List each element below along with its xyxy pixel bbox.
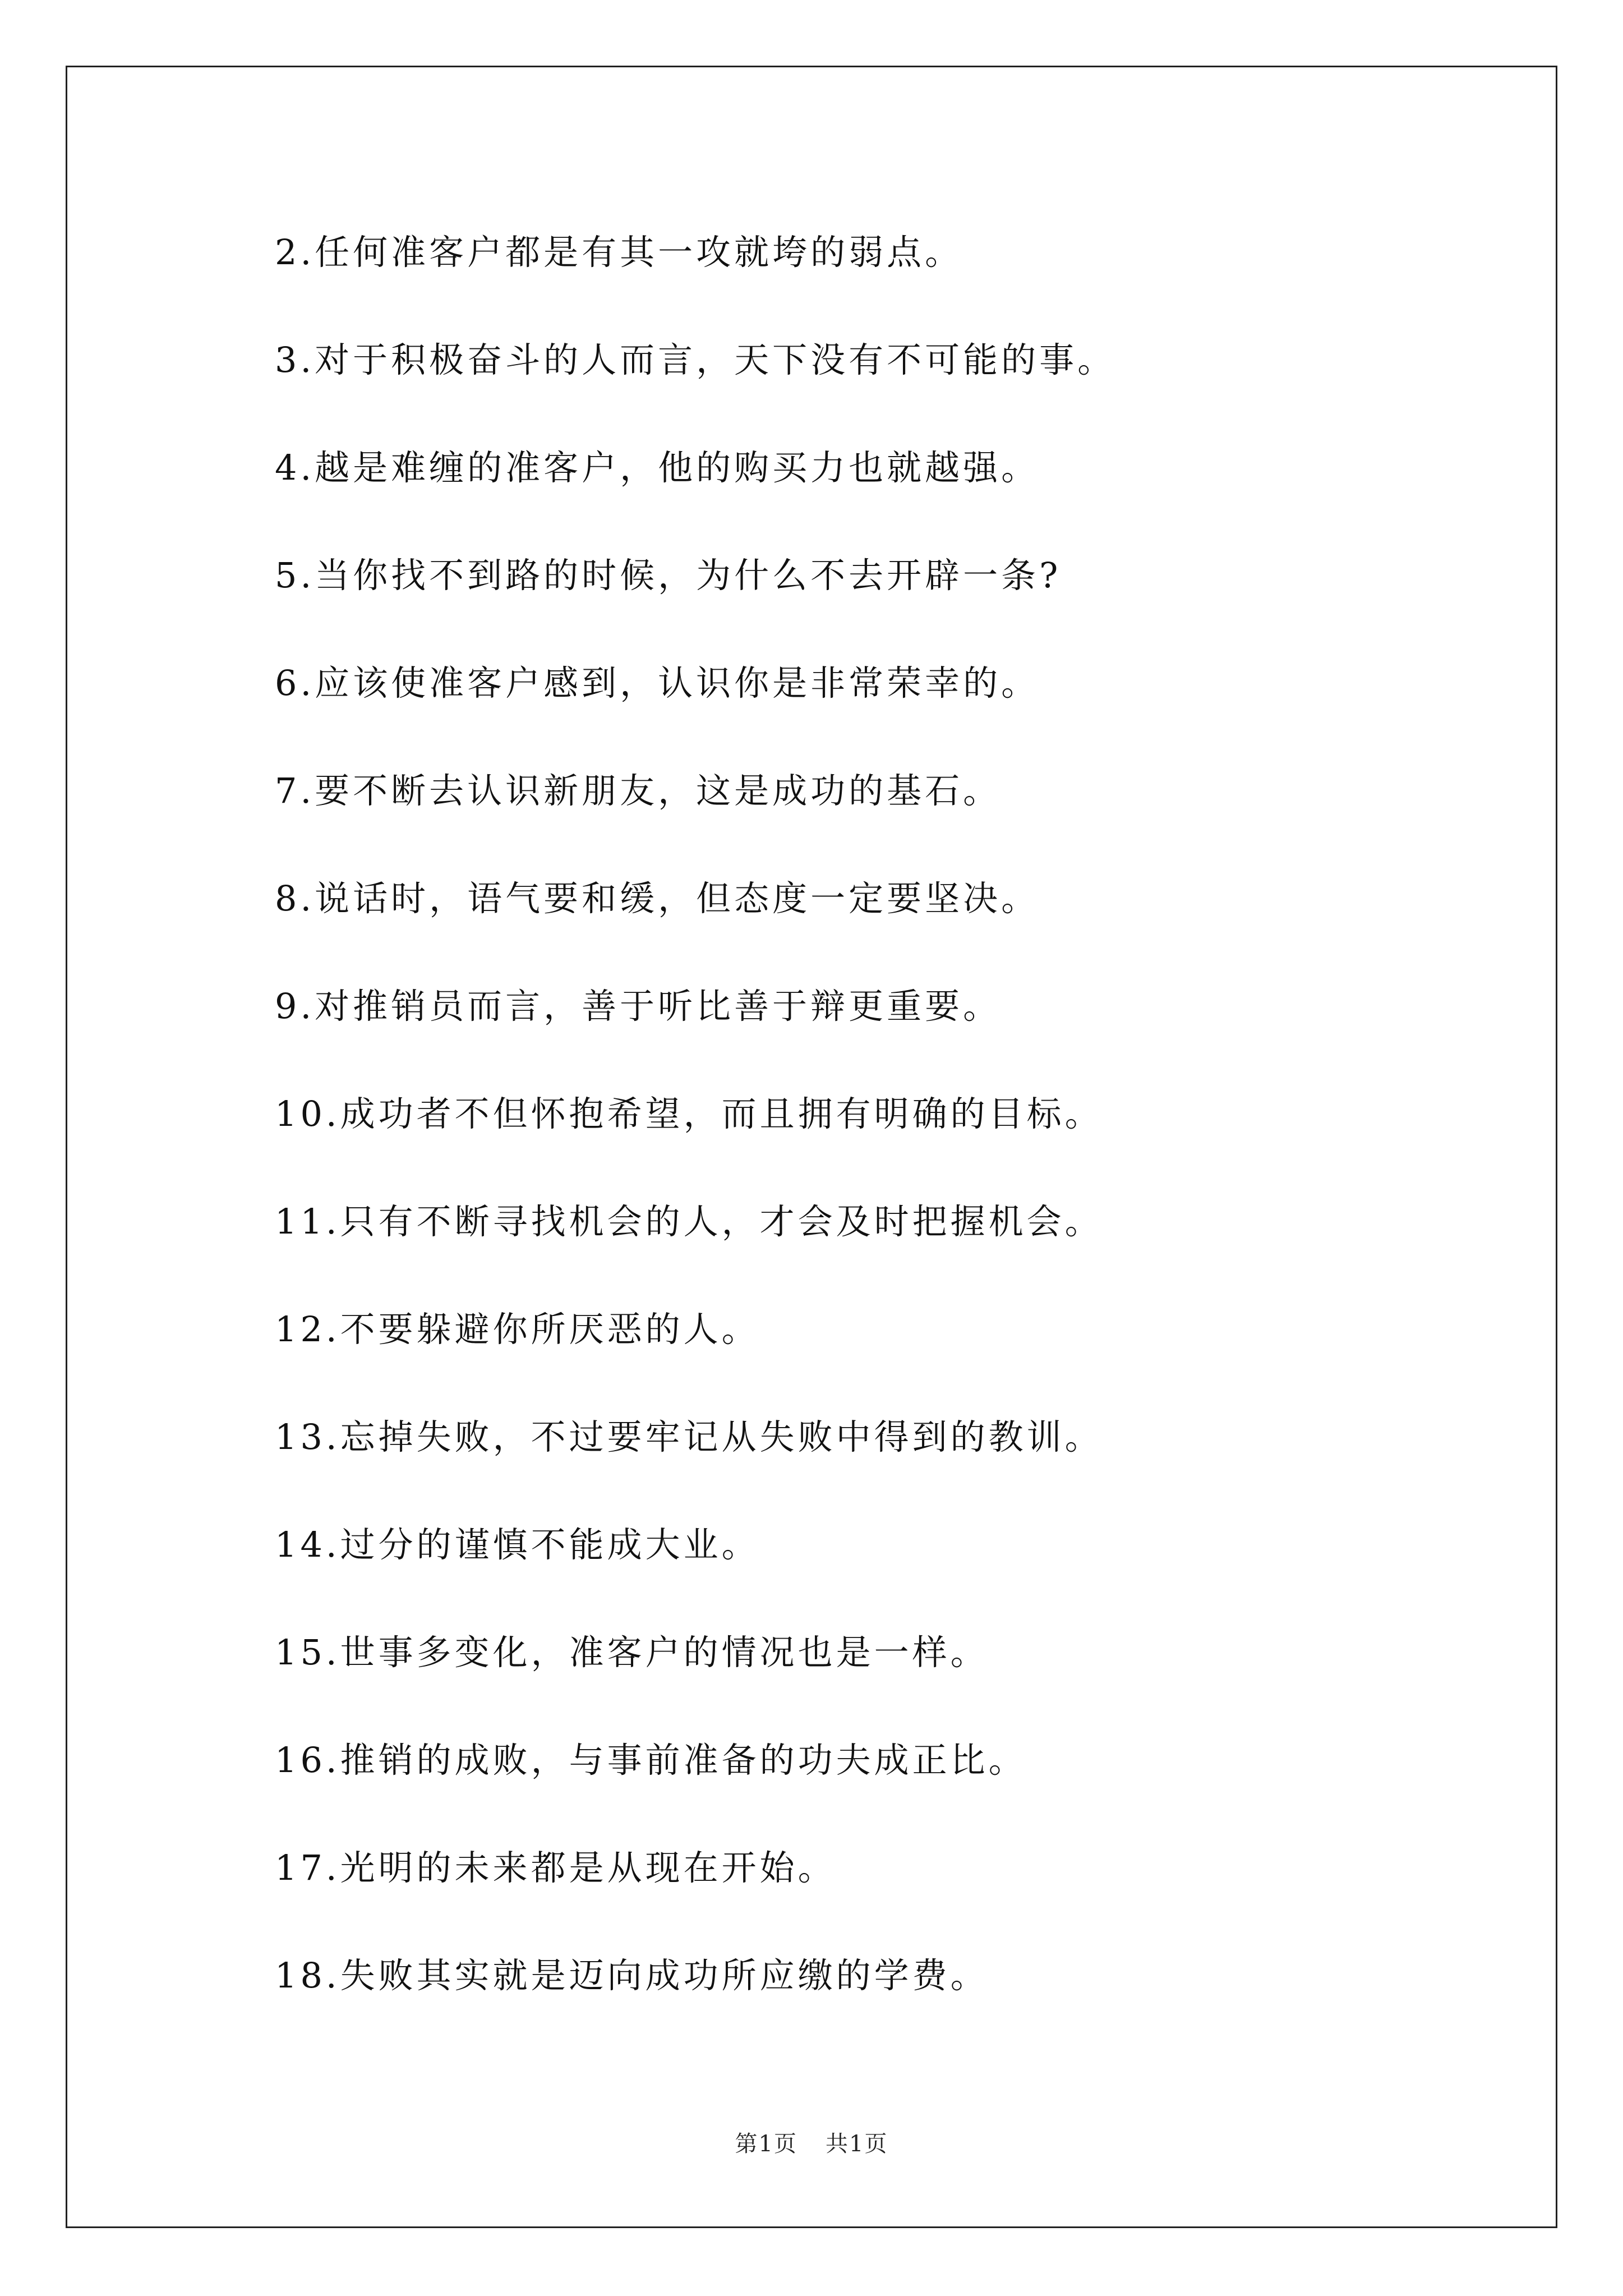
quote-list — [275, 222, 1509, 2053]
quote-line: 10.成功者不但怀抱希望，而且拥有明确的目标。 — [275, 1093, 1103, 1134]
quote-line: 11.只有不断寻找机会的人，才会及时把握机会。 — [275, 1201, 1103, 1242]
quote-line: 13.忘掉失败，不过要牢记从失败中得到的教训。 — [275, 1416, 1103, 1457]
quote-line: 2.任何准客户都是有其一攻就垮的弱点。 — [275, 232, 963, 273]
quote-line: 8.说话时，语气要和缓，但态度一定要坚决。 — [275, 878, 1040, 919]
quote-line: 17.光明的未来都是从现在开始。 — [275, 1847, 836, 1888]
quote-line: 14.过分的谨慎不能成大业。 — [275, 1524, 760, 1565]
quote-line: 5.当你找不到路的时候，为什么不去开辟一条? — [275, 555, 1062, 596]
quote-line: 12.不要躲避你所厌恶的人。 — [275, 1309, 760, 1350]
quote-line: 3.对于积极奋斗的人而言，天下没有不可能的事。 — [275, 339, 1116, 380]
page-total: 共1页 — [826, 2131, 888, 2157]
page-number: 第1页 — [735, 2131, 797, 2157]
quote-line: 4.越是难缠的准客户，他的购买力也就越强。 — [275, 447, 1040, 488]
quote-line: 15.世事多变化，准客户的情况也是一样。 — [275, 1632, 989, 1673]
quote-line: 16.推销的成败，与事前准备的功夫成正比。 — [275, 1740, 1027, 1780]
quote-line: 18.失败其实就是迈向成功所应缴的学费。 — [275, 1955, 989, 1996]
quote-line: 9.对推销员而言，善于听比善于辩更重要。 — [275, 986, 1002, 1027]
quote-line: 7.要不断去认识新朋友，这是成功的基石。 — [275, 770, 1002, 811]
page-footer — [0, 2126, 1623, 2158]
quote-line: 6.应该使准客户感到，认识你是非常荣幸的。 — [275, 662, 1040, 703]
